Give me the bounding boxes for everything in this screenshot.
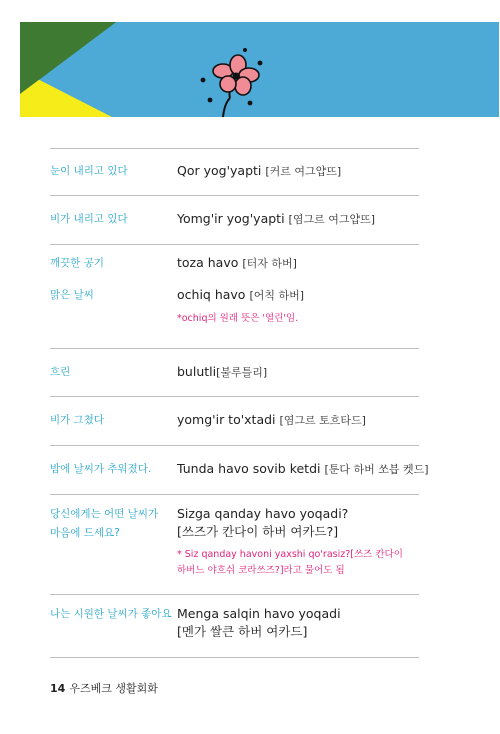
pronunciation: [염그르 토흐타드]	[279, 414, 366, 427]
list-item	[50, 196, 419, 244]
pronunciation: [염그르 여그얍뜨]	[288, 213, 375, 226]
korean-phrase: 비가 내리고 있다	[50, 213, 128, 225]
uzbek-phrase: ochiq havo [어칙 하버]	[177, 287, 305, 302]
list-item	[50, 397, 419, 445]
pronunciation: [툰다 하버 쏘븝 켓드]	[324, 463, 429, 476]
usage-note: *ochiq의 원래 뜻은 '열린'임.	[177, 313, 299, 324]
korean-phrase: 맑은 날씨	[50, 289, 94, 301]
korean-phrase: 나는 시원한 날씨가 좋아요	[50, 608, 172, 620]
pronunciation: [어칙 하버]	[249, 289, 305, 302]
header-banner	[20, 22, 499, 117]
pronunciation: [쓰즈가 칸다이 하버 여카드?]	[177, 524, 339, 539]
list-item-group	[50, 245, 419, 348]
uzbek-phrase: Yomg'ir yog'yapti [염그르 여그얍뜨]	[177, 211, 375, 226]
korean-phrase: 비가 그쳤다	[50, 414, 105, 426]
uzbek-phrase: Tunda havo sovib ketdi [툰다 하버 쏘븝 켓드]	[177, 461, 429, 476]
list-item	[50, 349, 419, 396]
page-footer	[50, 680, 158, 696]
usage-note-line1: * Siz qanday havoni yaxshi qo'rasiz?[쓰즈 칸다이	[177, 549, 403, 560]
header-illustration	[20, 22, 499, 117]
book-title: 우즈베크 생활회화	[69, 682, 158, 695]
uzbek-phrase: toza havo [터자 하버]	[177, 255, 297, 270]
korean-phrase-line2: 마음에 드세요?	[50, 527, 120, 539]
uzbek-phrase: Qor yog'yapti [커르 여그얍뜨]	[177, 163, 342, 178]
korean-phrase: 눈이 내리고 있다	[50, 165, 128, 177]
pronunciation: [불루틀리]	[216, 366, 268, 379]
list-item	[50, 595, 419, 657]
uzbek-phrase: Sizga qanday havo yoqadi?	[177, 506, 349, 521]
pronunciation: [멘가 쌀큰 하버 여카드]	[177, 624, 308, 639]
usage-note-line2: 하버느 야흐쉬 코라쓰즈?]라고 물어도 됨	[177, 565, 345, 576]
uzbek-phrase: bulutli[불루틀리]	[177, 364, 268, 379]
korean-phrase-line1: 당신에게는 어떤 날씨가	[50, 508, 159, 520]
list-item	[50, 149, 419, 195]
korean-phrase: 깨끗한 공기	[50, 257, 105, 269]
phrase-list	[50, 148, 429, 658]
list-item	[50, 446, 429, 494]
uzbek-phrase: yomg'ir to'xtadi [염그르 토흐타드]	[177, 412, 366, 427]
page-number: 14	[50, 682, 66, 695]
divider	[50, 657, 419, 658]
pronunciation: [커르 여그얍뜨]	[265, 165, 342, 178]
korean-phrase: 흐린	[50, 366, 71, 378]
uzbek-phrase: Menga salqin havo yoqadi	[177, 606, 341, 621]
list-item	[50, 495, 419, 594]
korean-phrase: 밤에 날씨가 추워졌다.	[50, 463, 152, 475]
pronunciation: [터자 하버]	[242, 257, 297, 270]
